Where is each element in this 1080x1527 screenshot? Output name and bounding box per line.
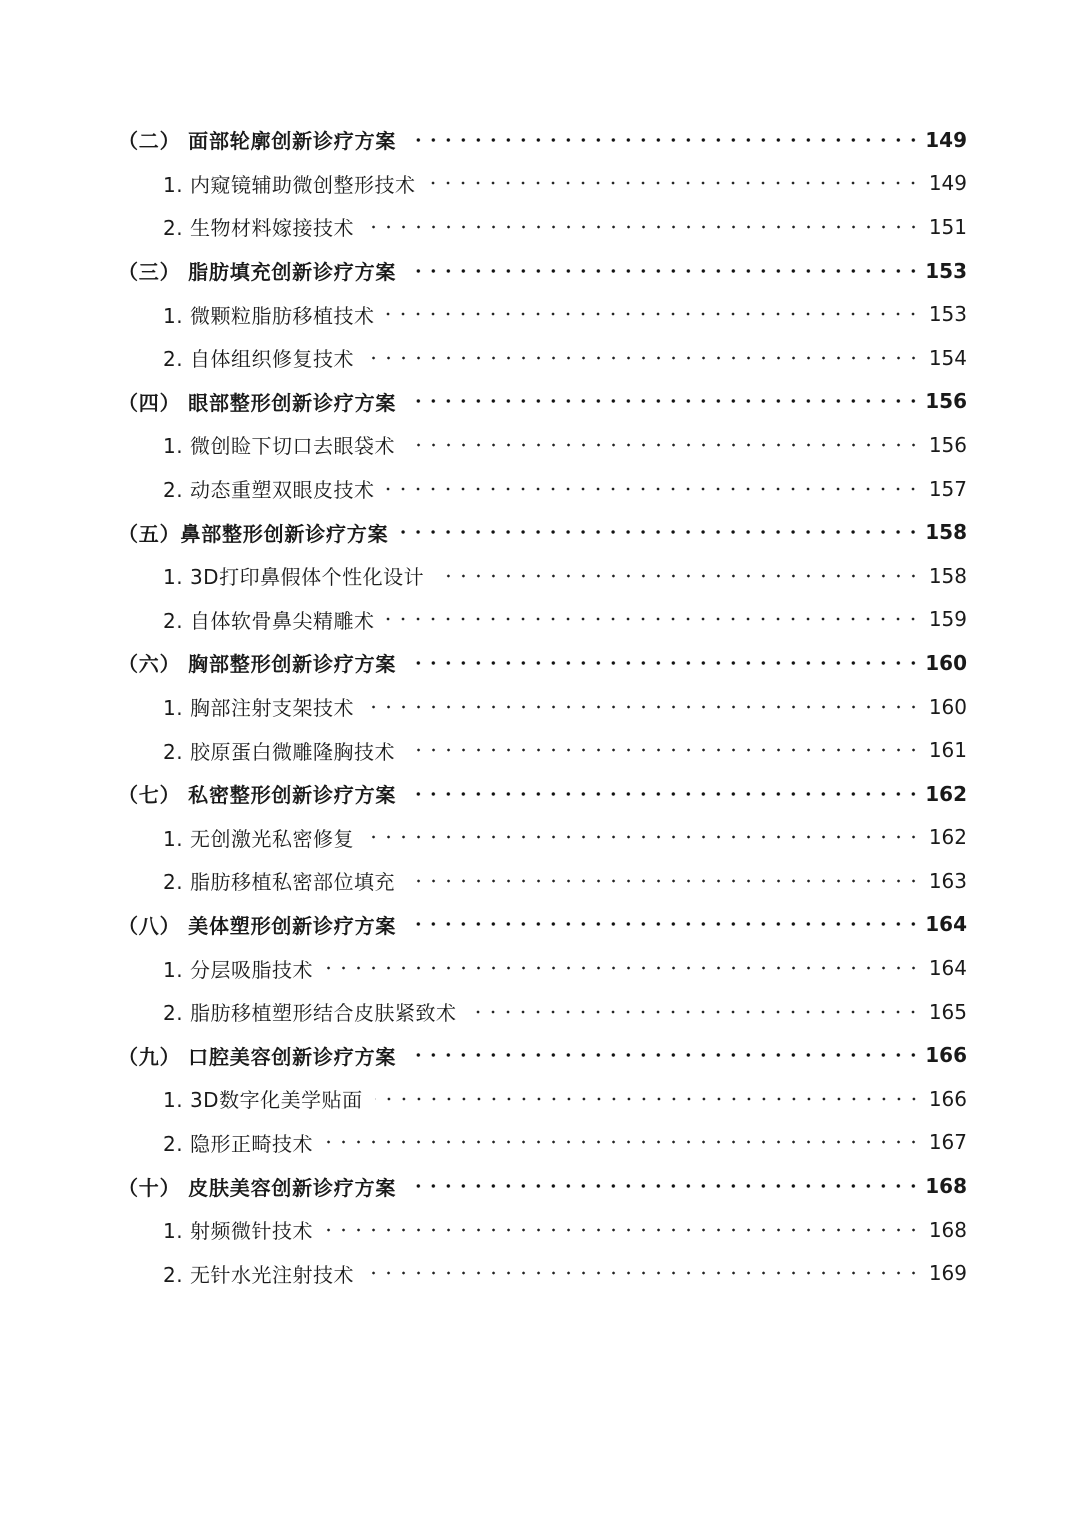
toc-item-row[interactable] xyxy=(0,728,1080,772)
toc-page-number: 169 xyxy=(928,1261,967,1286)
toc-item-title: 1. 内窥镜辅助微创整形技术 xyxy=(163,172,416,197)
toc-item-row[interactable] xyxy=(0,1121,1080,1165)
toc-page-number: 166 xyxy=(928,1086,967,1111)
toc-page-number: 168 xyxy=(925,1174,967,1199)
dot-leader xyxy=(386,312,921,316)
toc-section-row[interactable] xyxy=(0,1164,1080,1208)
toc-page-number: 158 xyxy=(928,563,967,588)
toc-item-row[interactable] xyxy=(0,292,1080,336)
toc-item-row[interactable] xyxy=(0,1208,1080,1252)
toc-item-row[interactable] xyxy=(0,685,1080,729)
toc-section-row[interactable] xyxy=(0,1033,1080,1077)
dot-leader xyxy=(436,574,921,578)
toc-page-number: 166 xyxy=(925,1043,967,1068)
toc-section-row[interactable] xyxy=(0,903,1080,947)
dot-leader xyxy=(408,138,921,142)
toc-item-title: 2. 自体软骨鼻尖精雕术 xyxy=(163,608,375,633)
toc-item-row[interactable] xyxy=(0,598,1080,642)
toc-section-row[interactable] xyxy=(0,772,1080,816)
toc-section-row[interactable] xyxy=(0,641,1080,685)
toc-section-title: （十） 皮肤美容创新诊疗方案 xyxy=(118,1175,397,1200)
dot-leader xyxy=(366,1271,921,1275)
toc-section-title: （二） 面部轮廓创新诊疗方案 xyxy=(118,129,397,154)
dot-leader xyxy=(366,356,921,360)
toc-item-row[interactable] xyxy=(0,990,1080,1034)
toc-item-row[interactable] xyxy=(0,859,1080,903)
toc-page-number: 163 xyxy=(928,868,967,893)
toc-item-title: 2. 胶原蛋白微雕隆胸技术 xyxy=(163,739,395,764)
toc-page-number: 149 xyxy=(928,171,967,196)
toc-item-row[interactable] xyxy=(0,946,1080,990)
toc-page-number: 160 xyxy=(925,650,967,675)
dot-leader xyxy=(408,1053,921,1057)
dot-leader xyxy=(325,1140,921,1144)
dot-leader xyxy=(407,879,921,883)
toc-section-title: （七） 私密整形创新诊疗方案 xyxy=(118,783,397,808)
toc-item-row[interactable] xyxy=(0,162,1080,206)
toc-page-number: 162 xyxy=(925,781,967,806)
toc-item-row[interactable] xyxy=(0,1077,1080,1121)
toc-page-number: 168 xyxy=(928,1217,967,1242)
toc-item-title: 2. 隐形正畸技术 xyxy=(163,1131,313,1156)
toc-section-row[interactable] xyxy=(0,249,1080,293)
toc-item-title: 1. 微颗粒脂肪移植技术 xyxy=(163,303,375,328)
dot-leader xyxy=(366,225,921,229)
toc-item-title: 1. 无创激光私密修复 xyxy=(163,826,354,851)
toc-page-number: 154 xyxy=(928,345,967,370)
toc-section-row[interactable] xyxy=(0,380,1080,424)
toc-item-title: 1. 分层吸脂技术 xyxy=(163,957,313,982)
toc-item-title: 1. 3D打印鼻假体个性化设计 xyxy=(163,565,425,590)
toc-section-title: （九） 口腔美容创新诊疗方案 xyxy=(118,1044,397,1069)
dot-leader xyxy=(408,922,921,926)
toc-section-row[interactable] xyxy=(0,510,1080,554)
toc-page-number: 159 xyxy=(928,607,967,632)
dot-leader xyxy=(366,705,921,709)
toc-item-row[interactable] xyxy=(0,467,1080,511)
toc-page-number: 151 xyxy=(928,214,967,239)
toc-page-number: 158 xyxy=(925,520,967,545)
toc-item-row[interactable] xyxy=(0,1251,1080,1295)
dot-leader xyxy=(386,617,921,621)
toc-item-row[interactable] xyxy=(0,554,1080,598)
dot-leader xyxy=(408,399,921,403)
dot-leader xyxy=(468,1010,921,1014)
toc-item-title: 2. 脂肪移植塑形结合皮肤紧致术 xyxy=(163,1001,457,1026)
dot-leader xyxy=(375,1097,921,1101)
toc-section-title: （五）鼻部整形创新诊疗方案 xyxy=(118,521,389,546)
toc-item-title: 2. 动态重塑双眼皮技术 xyxy=(163,478,375,503)
toc-item-title: 2. 脂肪移植私密部位填充 xyxy=(163,870,395,895)
dot-leader xyxy=(408,661,921,665)
toc-page-number: 161 xyxy=(928,738,967,763)
dot-leader xyxy=(408,792,921,796)
toc-page-number: 162 xyxy=(928,825,967,850)
dot-leader xyxy=(427,181,921,185)
dot-leader xyxy=(407,748,921,752)
dot-leader xyxy=(407,443,921,447)
dot-leader xyxy=(408,1184,921,1188)
toc-item-title: 2. 自体组织修复技术 xyxy=(163,347,354,372)
toc-item-title: 1. 3D数字化美学贴面 xyxy=(163,1088,363,1113)
toc-page-number: 164 xyxy=(928,956,967,981)
toc-page-number: 165 xyxy=(928,999,967,1024)
toc-page-number: 167 xyxy=(928,1130,967,1155)
toc-page-number: 157 xyxy=(928,476,967,501)
toc-page-number: 153 xyxy=(928,302,967,327)
toc-page-number: 153 xyxy=(925,258,967,283)
toc-section-title: （八） 美体塑形创新诊疗方案 xyxy=(118,913,397,938)
table-of-contents xyxy=(0,118,1080,1295)
dot-leader xyxy=(408,269,921,273)
dot-leader xyxy=(386,487,921,491)
toc-page-number: 156 xyxy=(928,432,967,457)
toc-item-title: 2. 无针水光注射技术 xyxy=(163,1262,354,1287)
toc-item-title: 1. 微创睑下切口去眼袋术 xyxy=(163,434,395,459)
dot-leader xyxy=(400,530,921,534)
toc-item-row[interactable] xyxy=(0,205,1080,249)
toc-page-number: 160 xyxy=(928,694,967,719)
toc-item-row[interactable] xyxy=(0,816,1080,860)
toc-item-title: 1. 胸部注射支架技术 xyxy=(163,696,354,721)
dot-leader xyxy=(325,966,921,970)
toc-page-number: 156 xyxy=(925,389,967,414)
toc-section-title: （四） 眼部整形创新诊疗方案 xyxy=(118,390,397,415)
toc-section-title: （三） 脂肪填充创新诊疗方案 xyxy=(118,260,397,285)
dot-leader xyxy=(366,835,921,839)
toc-item-row[interactable] xyxy=(0,336,1080,380)
toc-page-number: 164 xyxy=(925,912,967,937)
toc-item-title: 2. 生物材料嫁接技术 xyxy=(163,216,354,241)
toc-item-row[interactable] xyxy=(0,423,1080,467)
toc-page-number: 149 xyxy=(925,127,967,152)
toc-section-title: （六） 胸部整形创新诊疗方案 xyxy=(118,652,397,677)
toc-section-row[interactable] xyxy=(0,118,1080,162)
toc-item-title: 1. 射频微针技术 xyxy=(163,1219,313,1244)
dot-leader xyxy=(325,1228,921,1232)
